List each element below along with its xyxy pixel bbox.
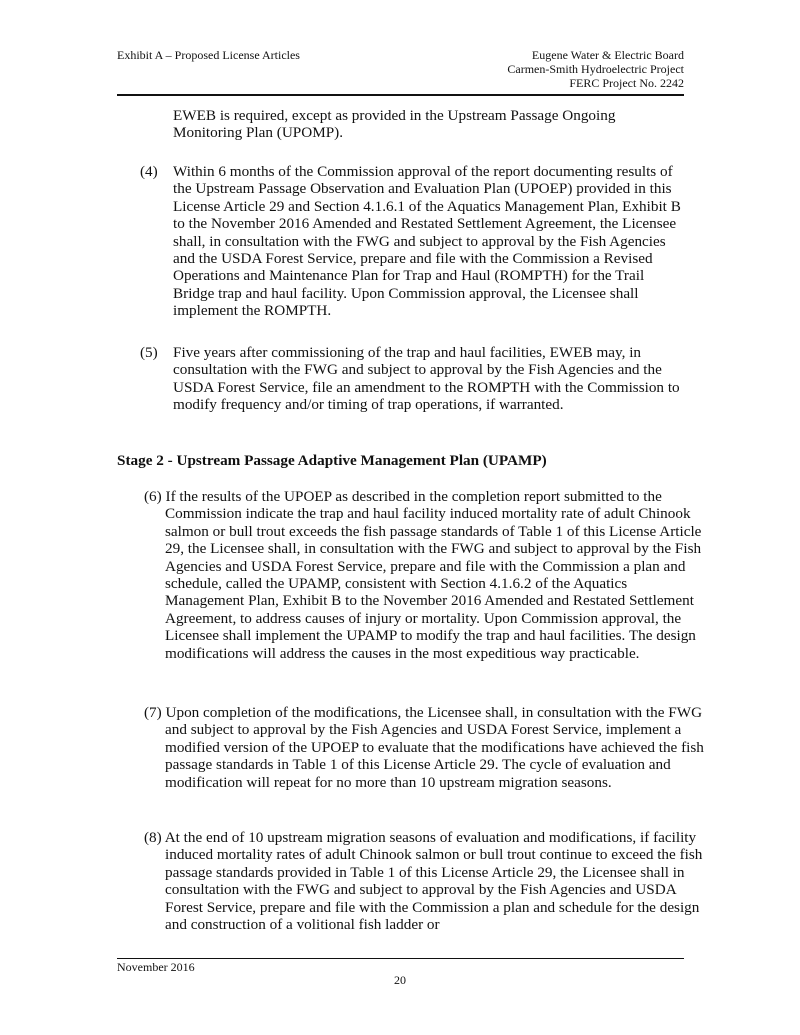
list-item-number: (6)	[144, 488, 162, 505]
footer-rule	[117, 958, 684, 959]
list-item-text: Five years after commissioning of the trap and haul facilities, EWEB may, in consultation with the FWG and subject to approval by the Fish Agencies and the USDA Forest Service, file an amendment to the ROMPTH with the Commission to modify frequency and/or timing of trap operations, if warranted.	[173, 344, 680, 414]
header-project-number: FERC Project No. 2242	[569, 76, 684, 90]
list-item-number: (7)	[144, 704, 162, 721]
list-item-text	[144, 488, 706, 662]
section-heading: Stage 2 - Upstream Passage Adaptive Management Plan (UPAMP)	[117, 452, 547, 469]
list-item-text	[144, 704, 706, 791]
list-item-number: (8)	[144, 829, 162, 846]
header-project-name: Carmen-Smith Hydroelectric Project	[507, 62, 684, 76]
continuation-paragraph: EWEB is required, except as provided in the Upstream Passage Ongoing Monitoring Plan (UPOMP).	[173, 107, 616, 142]
header-project-info	[507, 48, 684, 90]
list-item-number: (4)	[140, 163, 158, 180]
list-item-body: If the results of the UPOEP as described in the completion report submitted to the Commission indicate the trap and haul facility induced mortality rate of adult Chinook salmon or bull trout exceeds the fish passage standards of Table 1 of this License Article 29, the Licensee shall, in consultation with the FWG and subject to approval by the Fish Agencies and USDA Forest Service, prepare and file with the Commission a plan and schedule, called the UPAMP, consistent with Section 4.1.6.2 of the Aquatics Management Plan, Exhibit B to the November 2016 Amended and Restated Settlement Agreement, to address causes of injury or mortality. Upon Commission approval, the Licensee shall implement the UPAMP to modify the trap and haul facilities. The design modifications will address the causes in the most expeditious way practicable.	[165, 488, 702, 662]
header-rule	[117, 94, 684, 96]
list-item-body: Upon completion of the modifications, the Licensee shall, in consultation with the FWG and subject to approval by the Fish Agencies and USDA Forest Service, implement a modified version of the UPOEP to evaluate that the modifications have achieved the fish passage standards in Table 1 of this License Article 29. The cycle of evaluation and modification will repeat for no more than 10 upstream migration seasons.	[165, 704, 704, 791]
list-item-number: (5)	[140, 344, 158, 361]
header-exhibit-title: Exhibit A – Proposed License Articles	[117, 48, 300, 62]
page-number: 20	[394, 973, 406, 987]
list-item-text: Within 6 months of the Commission approval of the report documenting results of the Upstream Passage Observation and Evaluation Plan (UPOEP) provided in this License Article 29 and Section 4.1.6.1 of the Aquatics Management Plan, Exhibit B to the November 2016 Amended and Restated Settlement Agreement, the Licensee shall, in consultation with the FWG and subject to approval by the Fish Agencies and the USDA Forest Service, prepare and file with the Commission a Revised Operations and Maintenance Plan for Trap and Haul (ROMPTH) for the Trail Bridge trap and haul facility. Upon Commission approval, the Licensee shall implement the ROMPTH.	[173, 163, 681, 320]
footer-date: November 2016	[117, 960, 195, 974]
header-organization: Eugene Water & Electric Board	[531, 48, 684, 62]
list-item-body: At the end of 10 upstream migration seasons of evaluation and modifications, if facility induced mortality rates of adult Chinook salmon or bull trout continue to exceed the fish passage standards provided in Table 1 of this License Article 29, the Licensee shall in consultation with the FWG and subject to approval by the Fish Agencies and USDA Forest Service, prepare and file with the Commission a plan and schedule for the design and construction of a volitional fish ladder or	[164, 829, 703, 934]
list-item-text	[144, 829, 706, 933]
